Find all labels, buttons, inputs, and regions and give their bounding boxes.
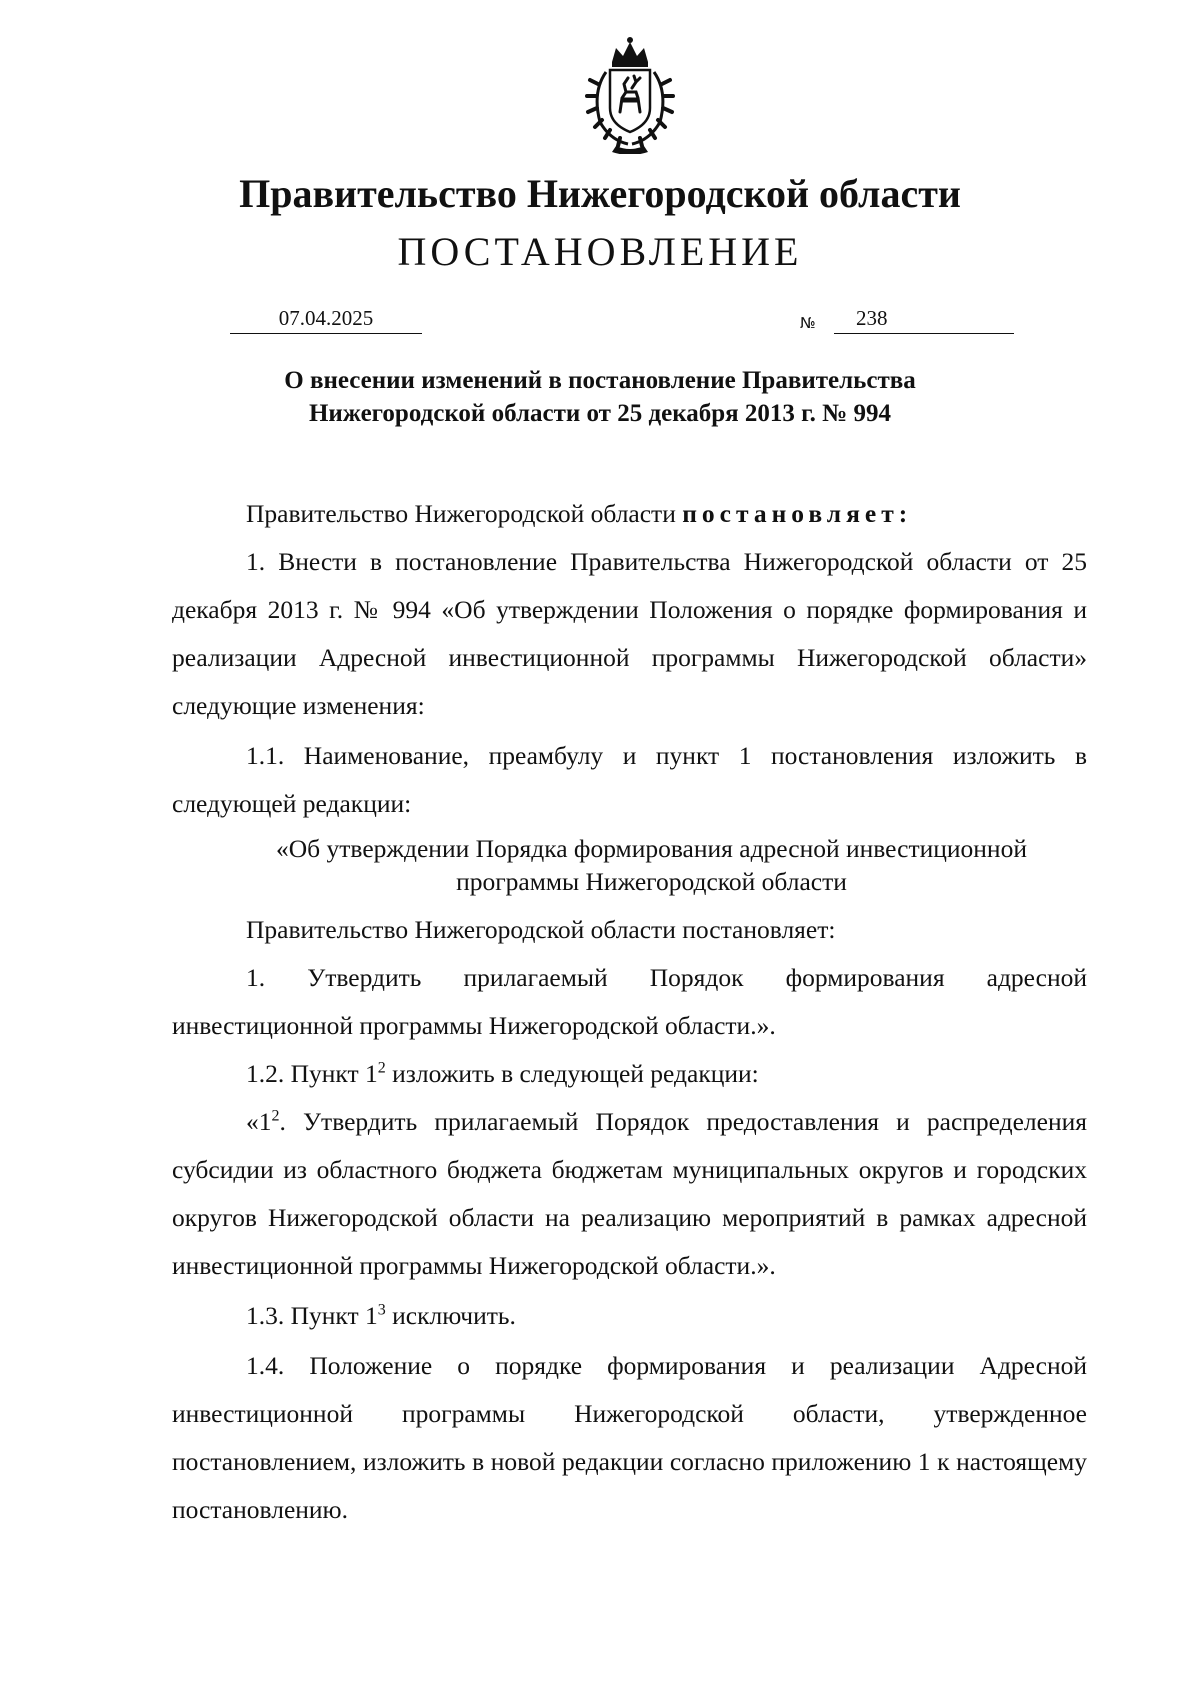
clause-1-1: 1.1. Наименование, преамбулу и пункт 1 постановления изложить в следующей редакции:	[172, 741, 1087, 818]
quoted-preamble: Правительство Нижегородской области постановляет:	[246, 915, 836, 944]
quoted-title-line-1: «Об утверждении Порядка формирования адресной инвестиционной	[276, 834, 1027, 863]
document-date: 07.04.2025	[230, 303, 422, 334]
quoted-item-1: 1. Утвердить прилагаемый Порядок формирования адресной инвестиционной программы Нижегородской области.».	[172, 963, 1087, 1040]
quoted-title	[172, 832, 1087, 898]
quoted-title-line-2: программы Нижегородской области	[456, 867, 847, 896]
document-number: 238	[834, 303, 1014, 334]
clause-1-4: 1.4. Положение о порядке формирования и реализации Адресной инвестиционной программы Нижегородской области, утвержденное постановлением, изложить в новой редакции согласно приложению 1 к настоящему постановлению.	[172, 1351, 1087, 1524]
quoted-item-1-2-superscript: 2	[271, 1107, 280, 1125]
quoted-item-1-2	[172, 1098, 1087, 1290]
clause-1-2	[172, 1050, 1087, 1098]
clause-1-3-text-b: исключить.	[385, 1301, 516, 1330]
coat-of-arms-icon	[570, 32, 690, 154]
clause-1-3-text-a: 1.3. Пункт 1	[246, 1301, 378, 1330]
quoted-item-1-2-text-a: «1	[246, 1107, 272, 1136]
document-body	[172, 490, 1087, 1534]
emblem-svg	[570, 32, 690, 154]
clause-1-2-superscript: 2	[377, 1059, 386, 1077]
preamble-lead: Правительство Нижегородской области	[246, 499, 676, 528]
subject-line-2: Нижегородской области от 25 декабря 2013 г. № 994	[308, 400, 892, 427]
document-subject	[160, 364, 1040, 430]
clause-1-3	[172, 1292, 1087, 1340]
clause-1-2-text-b: изложить в следующей редакции:	[385, 1059, 759, 1088]
subject-line-1: О внесении изменений в постановление Правительства	[284, 367, 916, 394]
clause-1-3-superscript: 3	[377, 1301, 386, 1319]
number-label: №	[800, 314, 816, 332]
preamble-verb: постановляет:	[682, 499, 913, 528]
clause-1-2-text-a: 1.2. Пункт 1	[246, 1059, 378, 1088]
document-type: ПОСТАНОВЛЕНИЕ	[397, 229, 803, 274]
government-title: Правительство Нижегородской области	[239, 171, 961, 216]
preamble	[172, 490, 1087, 538]
quoted-item-1-2-text-b: . Утвердить прилагаемый Порядок предоставления и распределения субсидии из областного бюджета бюджетам муниципальных округов и городских округов Нижегородской области на реализацию мероприятий в рамках адресной инвестиционной программы Нижегородской области.».	[172, 1107, 1087, 1280]
clause-1: 1. Внести в постановление Правительства Нижегородской области от 25 декабря 2013 г. № 994 «Об утверждении Положения о порядке формирования и реализации Адресной инвестиционной программы Нижегородской области» следующие изменения:	[172, 547, 1087, 720]
